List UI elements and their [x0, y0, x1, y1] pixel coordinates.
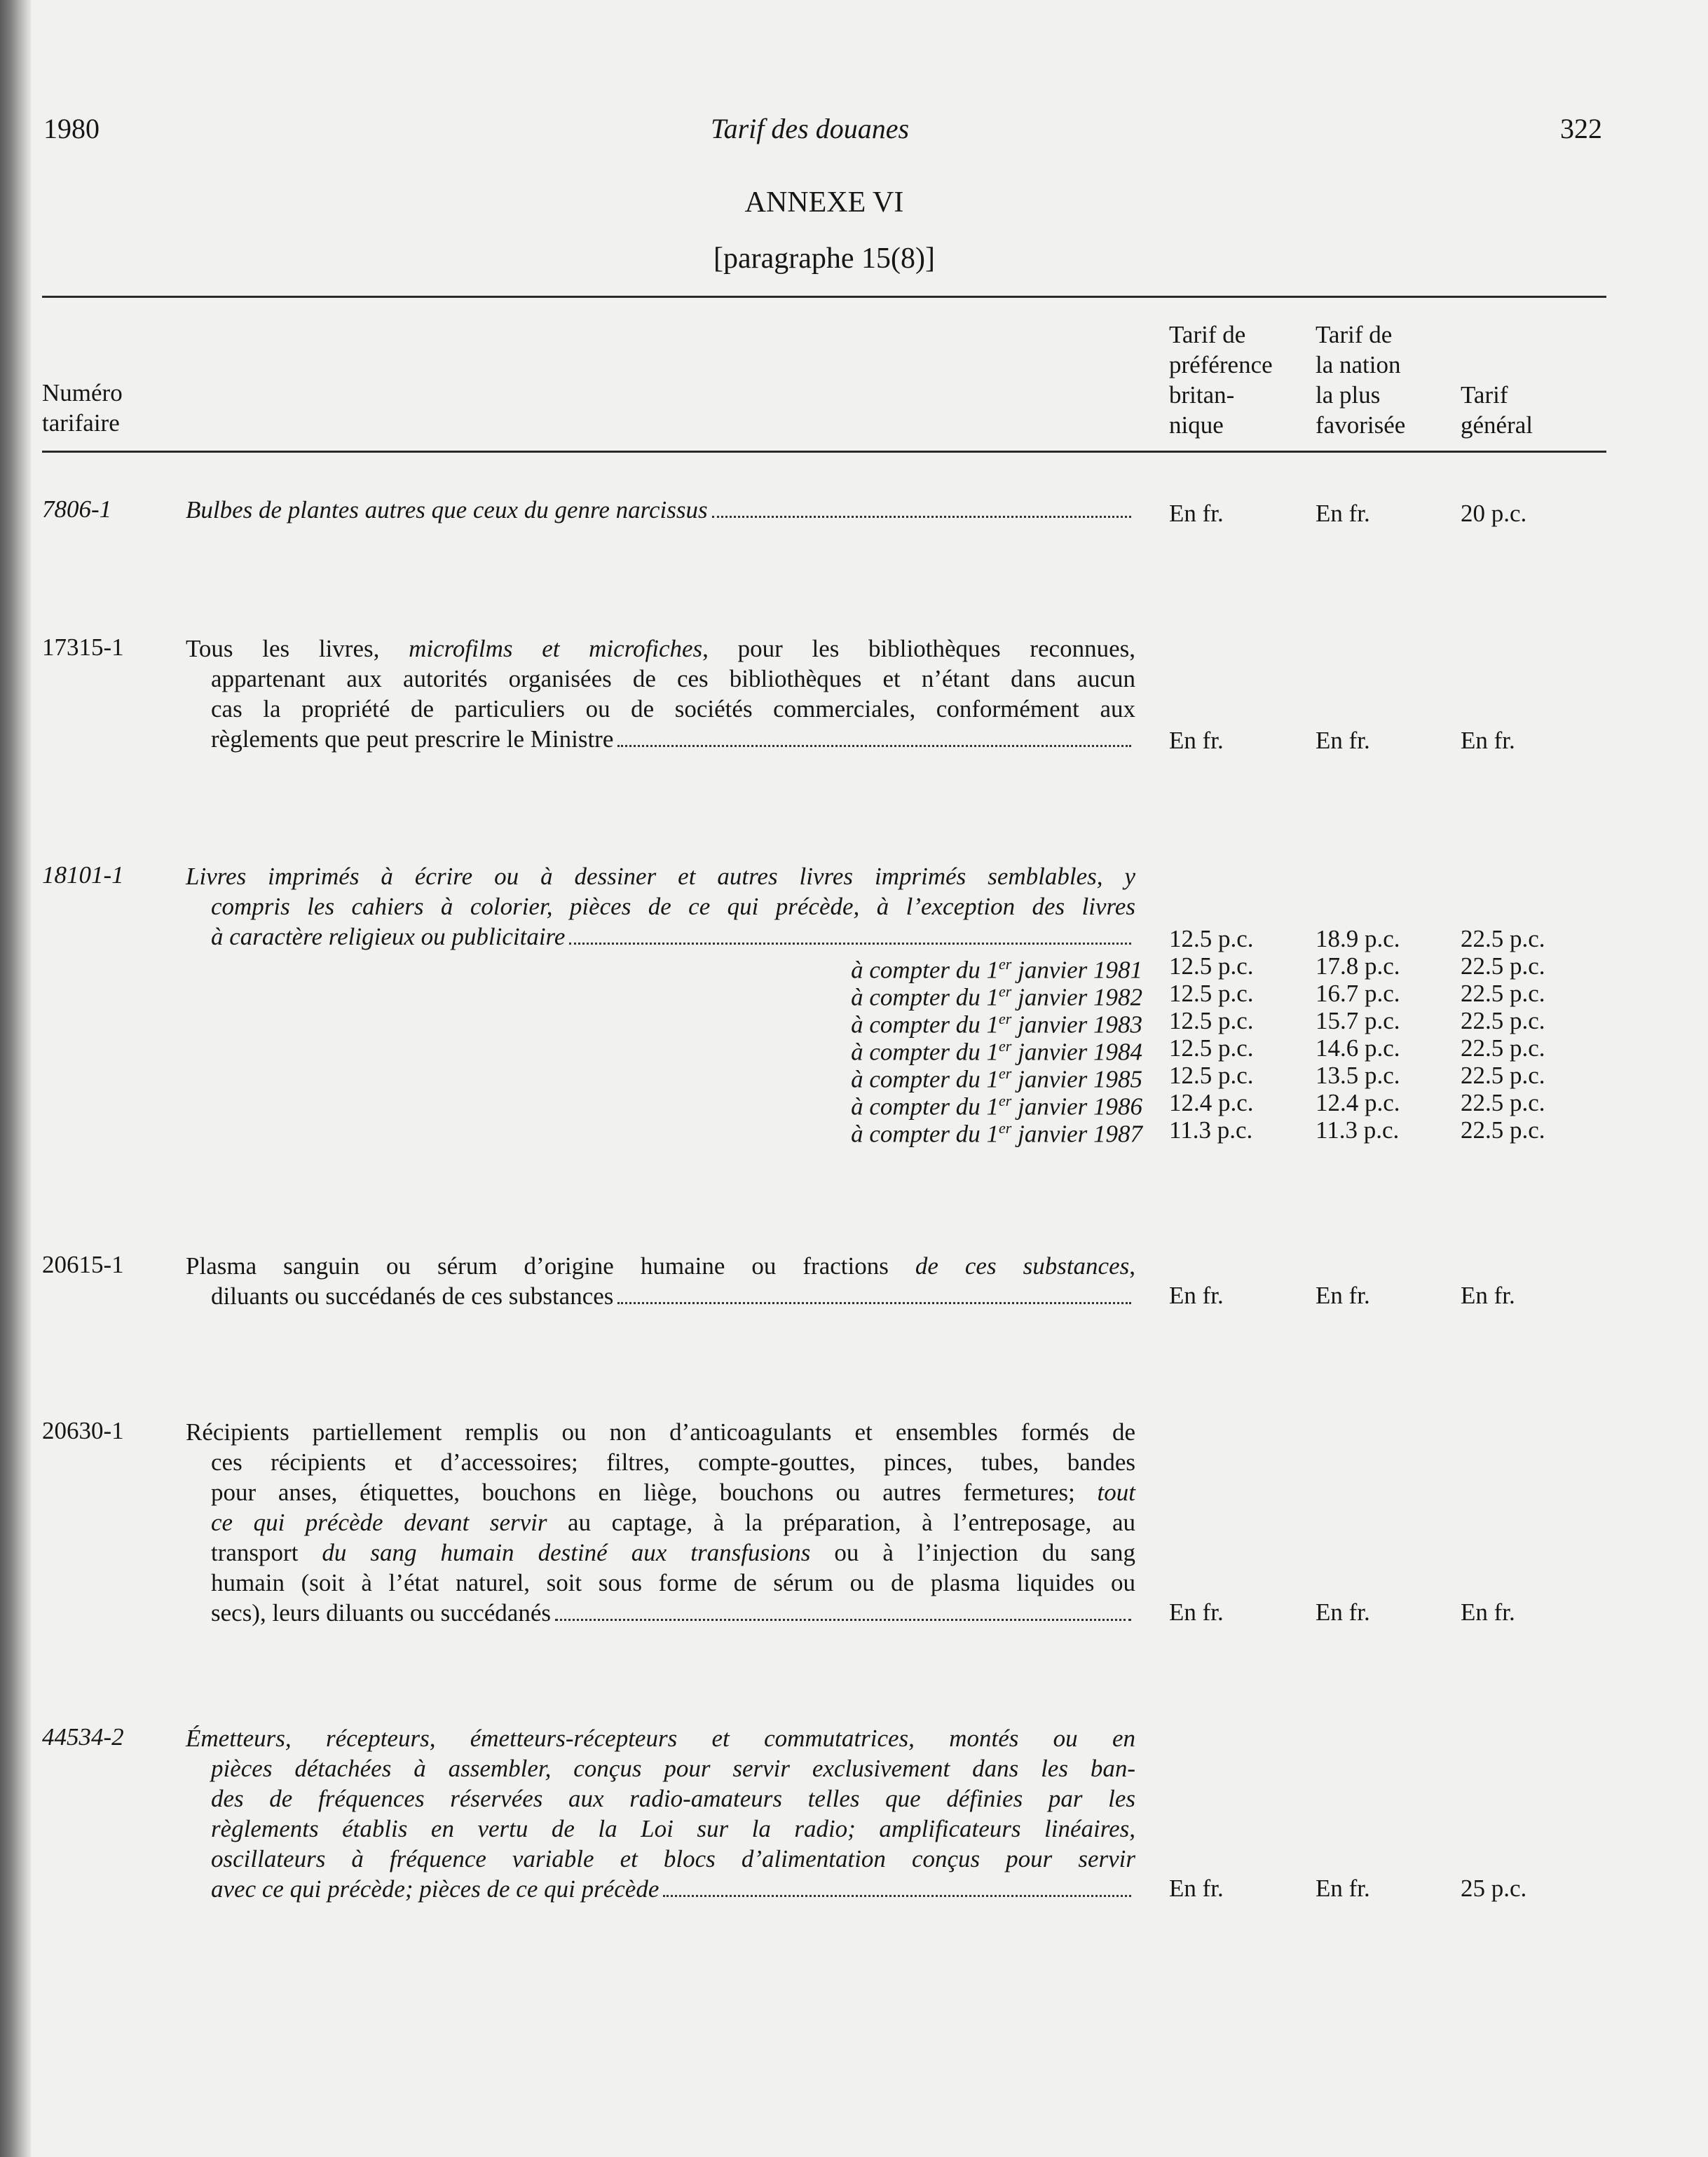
- description-line: Bulbes de plantes autres que ceux du genre narcissus: [186, 495, 1135, 525]
- staging-rate-general: 22.5 p.c.: [1461, 1007, 1545, 1034]
- column-header-general: [1461, 380, 1533, 440]
- rate-most-favoured-nation: En fr.: [1316, 727, 1370, 754]
- description-line: humain (soit à l’état naturel, soit sous forme de sérum ou de plasma liquides ou: [211, 1569, 1135, 1596]
- staging-rate-british-preferential: 12.5 p.c.: [1169, 952, 1254, 980]
- tariff-number-20630-1: 20630-1: [42, 1417, 124, 1444]
- rate-most-favoured-nation: En fr.: [1316, 1598, 1370, 1626]
- description-line: pièces détachées à assembler, conçus pour servir exclusivement dans les ban-: [211, 1755, 1135, 1782]
- column-header-line: britan-: [1169, 381, 1235, 409]
- staging-rate-british-preferential: 12.5 p.c.: [1169, 1034, 1254, 1062]
- column-header-line: Tarif: [1461, 381, 1508, 409]
- description-line: transport du sang humain destiné aux transfusions ou à l’injection du sang: [211, 1539, 1135, 1566]
- staging-rate-most-favoured-nation: 12.4 p.c.: [1316, 1089, 1400, 1116]
- description-17315-1: [186, 634, 1135, 754]
- description-44534-2: [186, 1723, 1135, 1904]
- description-line: des de fréquences réservées aux radio-amateurs telles que définies par les: [211, 1785, 1135, 1812]
- rate-british-preferential: En fr.: [1169, 500, 1224, 527]
- description-line: pour anses, étiquettes, bouchons en liège, bouchons ou autres fermetures; tout: [211, 1479, 1135, 1506]
- description-18101-1: [186, 861, 1135, 952]
- description-line: Émetteurs, récepteurs, émetteurs-récepteurs et commutatrices, montés ou en: [186, 1725, 1135, 1752]
- rate-british-preferential: En fr.: [1169, 1282, 1224, 1309]
- column-header-line: nique: [1169, 411, 1224, 439]
- staging-rate-general: 22.5 p.c.: [1461, 1116, 1545, 1144]
- rate-most-favoured-nation: En fr.: [1316, 1282, 1370, 1309]
- staging-rate-general: 22.5 p.c.: [1461, 1089, 1545, 1116]
- column-header-line: Numéro: [42, 379, 123, 406]
- description-line: oscillateurs à fréquence variable et blocs d’alimentation conçus pour servir: [211, 1845, 1135, 1872]
- column-header-line: tarifaire: [42, 409, 120, 437]
- description-7806-1: [186, 495, 1135, 525]
- rate-general: En fr.: [1461, 727, 1515, 754]
- staging-rate-british-preferential: 12.5 p.c.: [1169, 980, 1254, 1007]
- tariff-number-7806-1: 7806-1: [42, 495, 112, 523]
- table-top-rule: [42, 296, 1606, 298]
- column-header-line: la plus: [1316, 381, 1381, 409]
- staging-rate-general: 22.5 p.c.: [1461, 1062, 1545, 1089]
- column-header-line: favorisée: [1316, 411, 1406, 439]
- staging-date-1986: à compter du 1er janvier 1986: [851, 1092, 1142, 1121]
- staging-rate-british-preferential: 12.5 p.c.: [1169, 1062, 1254, 1089]
- staging-rate-most-favoured-nation: 17.8 p.c.: [1316, 952, 1400, 980]
- staging-rate-most-favoured-nation: 15.7 p.c.: [1316, 1007, 1400, 1034]
- rate-british-preferential: 12.5 p.c.: [1169, 925, 1254, 952]
- description-line: règlements que peut prescrire le Ministre: [186, 724, 1135, 754]
- description-line: Livres imprimés à écrire ou à dessiner et autres livres imprimés semblables, y: [186, 863, 1135, 890]
- description-line: à caractère religieux ou publicitaire: [186, 922, 1135, 952]
- staging-rate-british-preferential: 12.4 p.c.: [1169, 1089, 1254, 1116]
- rate-british-preferential: En fr.: [1169, 1598, 1224, 1626]
- staging-rate-most-favoured-nation: 11.3 p.c.: [1316, 1116, 1400, 1144]
- header-title: Tarif des douanes: [711, 113, 910, 144]
- description-line: règlements établis en vertu de la Loi sur la radio; amplificateurs linéaires,: [211, 1815, 1135, 1842]
- description-line: Tous les livres, microfilms et microfiches, pour les bibliothèques reconnues,: [186, 635, 1135, 662]
- rate-most-favoured-nation: En fr.: [1316, 500, 1370, 527]
- column-header-most-favoured-nation: [1316, 320, 1405, 440]
- description-line: avec ce qui précède; pièces de ce qui précède: [186, 1874, 1135, 1904]
- staging-date-1984: à compter du 1er janvier 1984: [851, 1037, 1142, 1066]
- tariff-number-44534-2: 44534-2: [42, 1723, 124, 1751]
- header-year: 1980: [43, 113, 100, 144]
- tariff-number-17315-1: 17315-1: [42, 634, 124, 661]
- rate-general: En fr.: [1461, 1598, 1515, 1626]
- column-header-line: général: [1461, 411, 1533, 439]
- rate-most-favoured-nation: En fr.: [1316, 1875, 1370, 1902]
- rate-most-favoured-nation: 18.9 p.c.: [1316, 925, 1400, 952]
- description-20615-1: [186, 1251, 1135, 1311]
- staging-date-1987: à compter du 1er janvier 1987: [851, 1119, 1142, 1148]
- staging-rate-general: 22.5 p.c.: [1461, 952, 1545, 980]
- rate-british-preferential: En fr.: [1169, 727, 1224, 754]
- description-20630-1: [186, 1417, 1135, 1628]
- description-line: appartenant aux autorités organisées de ces bibliothèques et n’étant dans aucun: [211, 665, 1135, 692]
- description-line: ce qui précède devant servir au captage, à la préparation, à l’entreposage, au: [211, 1509, 1135, 1536]
- rate-british-preferential: En fr.: [1169, 1875, 1224, 1902]
- description-line: cas la propriété de particuliers ou de sociétés commerciales, conformément aux: [211, 695, 1135, 723]
- staging-rate-british-preferential: 11.3 p.c.: [1169, 1116, 1253, 1144]
- description-line: secs), leurs diluants ou succédanés: [186, 1598, 1135, 1628]
- staging-date-1983: à compter du 1er janvier 1983: [851, 1010, 1142, 1039]
- page-binding-edge: [0, 0, 31, 2157]
- annex-subtitle: [paragraphe 15(8)]: [713, 242, 935, 275]
- rate-general: 25 p.c.: [1461, 1875, 1527, 1902]
- description-line: Récipients partiellement remplis ou non d’anticoagulants et ensembles formés de: [186, 1418, 1135, 1446]
- column-header-line: Tarif de: [1169, 321, 1246, 348]
- description-line: diluants ou succédanés de ces substances: [186, 1281, 1135, 1311]
- column-header-line: Tarif de: [1316, 321, 1393, 348]
- tariff-number-18101-1: 18101-1: [42, 861, 124, 889]
- staging-rate-most-favoured-nation: 14.6 p.c.: [1316, 1034, 1400, 1062]
- column-header-british-preferential: [1169, 320, 1273, 440]
- column-header-tariff-number: [42, 378, 123, 438]
- rate-general: 20 p.c.: [1461, 500, 1527, 527]
- staging-date-1985: à compter du 1er janvier 1985: [851, 1064, 1142, 1093]
- staging-rate-general: 22.5 p.c.: [1461, 980, 1545, 1007]
- description-line: Plasma sanguin ou sérum d’origine humaine ou fractions de ces substances,: [186, 1252, 1135, 1280]
- column-header-line: préférence: [1169, 351, 1273, 378]
- annex-title: ANNEXE VI: [744, 186, 904, 219]
- page-number: 322: [1560, 113, 1602, 144]
- staging-rate-general: 22.5 p.c.: [1461, 1034, 1545, 1062]
- description-line: ces récipients et d’accessoires; filtres, compte-gouttes, pinces, tubes, bandes: [211, 1449, 1135, 1476]
- staging-rate-british-preferential: 12.5 p.c.: [1169, 1007, 1254, 1034]
- rate-general: En fr.: [1461, 1282, 1515, 1309]
- column-header-line: la nation: [1316, 351, 1401, 378]
- staging-date-1981: à compter du 1er janvier 1981: [851, 955, 1142, 984]
- staging-rate-most-favoured-nation: 16.7 p.c.: [1316, 980, 1400, 1007]
- description-line: compris les cahiers à colorier, pièces de ce qui précède, à l’exception des livres: [211, 893, 1135, 920]
- staging-rate-most-favoured-nation: 13.5 p.c.: [1316, 1062, 1400, 1089]
- table-header-rule: [42, 451, 1606, 453]
- tariff-number-20615-1: 20615-1: [42, 1251, 124, 1278]
- rate-general: 22.5 p.c.: [1461, 925, 1545, 952]
- staging-date-1982: à compter du 1er janvier 1982: [851, 982, 1142, 1011]
